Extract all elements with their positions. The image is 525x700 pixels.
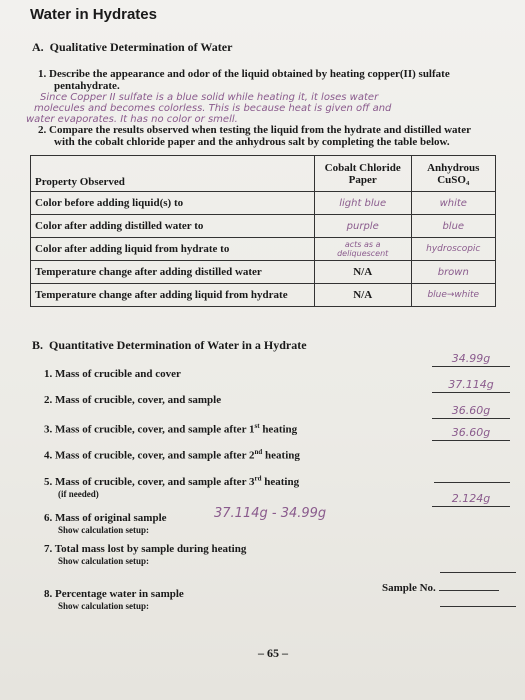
table-row [31, 261, 496, 284]
section-a-heading: A. Qualitative Determination of Water [32, 40, 233, 54]
question-b8 [44, 588, 184, 612]
question-b8-label: 8. Percentage water in sample [44, 588, 184, 600]
question-a1-line1: 1. Describe the appearance and odor of the liquid obtained by heating copper(II) sulfate [38, 68, 450, 80]
row-cobalt-value: purple [314, 215, 411, 238]
observation-table [30, 155, 496, 307]
handwritten-answer-line1: Since Copper II sulfate is a blue solid while heating it, it loses water [40, 92, 379, 103]
setup-label: Show calculation setup: [58, 601, 150, 611]
question-b7 [44, 543, 246, 567]
section-b-heading: B. Quantitative Determination of Water in a Hydrate [32, 338, 307, 352]
header-anhydrous: Anhydrous CuSO₄ [411, 156, 495, 192]
answer-b8-line [440, 594, 516, 607]
header-cobalt: Cobalt Chloride Paper [314, 156, 411, 192]
row-cobalt-value: N/A [314, 261, 411, 284]
question-b6 [44, 512, 167, 536]
question-b1: 1. Mass of crucible and cover [44, 368, 181, 380]
table-row [31, 215, 496, 238]
table-row [31, 238, 496, 261]
sample-number-text: Sample No. [382, 582, 436, 594]
handwritten-answer-line2: molecules and becomes colorless. This is because heat is given off and [34, 103, 392, 114]
answer-b7-line [440, 560, 516, 573]
sample-number-label [382, 580, 499, 594]
handwritten-answer-line3: water evaporates. It has no color or smell. [26, 114, 238, 125]
row-property: Temperature change after adding distilled water [31, 261, 315, 284]
row-property: Color before adding liquid(s) to [31, 192, 315, 215]
question-a1-line2: pentahydrate. [54, 80, 120, 92]
row-property: Color after adding liquid from hydrate to [31, 238, 315, 261]
sample-number-line [439, 580, 499, 591]
question-b4: 4. Mass of crucible, cover, and sample after 2nd heating [44, 448, 300, 462]
setup-label: Show calculation setup: [58, 525, 150, 535]
page-title: Water in Hydrates [30, 6, 157, 23]
question-a2-line2: with the cobalt chloride paper and the anhydrous salt by completing the table below. [54, 136, 450, 148]
row-anhydrous-value: blue [411, 215, 495, 238]
row-cobalt-value: N/A [314, 284, 411, 307]
answer-b2: 37.114g [432, 378, 510, 393]
question-a1 [38, 68, 450, 92]
row-anhydrous-value: blue→white [411, 284, 495, 307]
question-a2-line1: 2. Compare the results observed when testing the liquid from the hydrate and distilled water [38, 124, 471, 136]
table-row [31, 192, 496, 215]
answer-b6: 2.124g [432, 492, 510, 507]
row-anhydrous-value: white [411, 192, 495, 215]
question-b2: 2. Mass of crucible, cover, and sample [44, 394, 222, 406]
page-number: – 65 – [258, 646, 288, 660]
question-b5: 5. Mass of crucible, cover, and sample after 3rd heating (if needed) [44, 474, 300, 499]
table-row [31, 284, 496, 307]
question-b6-label: 6. Mass of original sample [44, 512, 167, 524]
row-property: Temperature change after adding liquid from hydrate [31, 284, 315, 307]
answer-b3: 36.60g [432, 404, 510, 419]
answer-b1: 34.99g [432, 352, 510, 367]
question-b7-label: 7. Total mass lost by sample during heating [44, 543, 247, 555]
question-b3: 3. Mass of crucible, cover, and sample after 1st heating [44, 422, 298, 436]
answer-b5-line [434, 470, 510, 483]
handwritten-work-b6: 37.114g - 34.99g [214, 506, 327, 521]
table-header-row [31, 156, 496, 192]
question-a2 [38, 124, 471, 148]
row-cobalt-value: acts as a deliquescent [314, 238, 411, 261]
setup-label: Show calculation setup: [58, 556, 150, 566]
row-cobalt-value: light blue [314, 192, 411, 215]
row-anhydrous-value: hydroscopic [411, 238, 495, 261]
row-property: Color after adding distilled water to [31, 215, 315, 238]
question-b5-note: (if needed) [58, 488, 99, 499]
answer-b4: 36.60g [432, 426, 510, 441]
header-property: Property Observed [31, 156, 315, 192]
row-anhydrous-value: brown [411, 261, 495, 284]
